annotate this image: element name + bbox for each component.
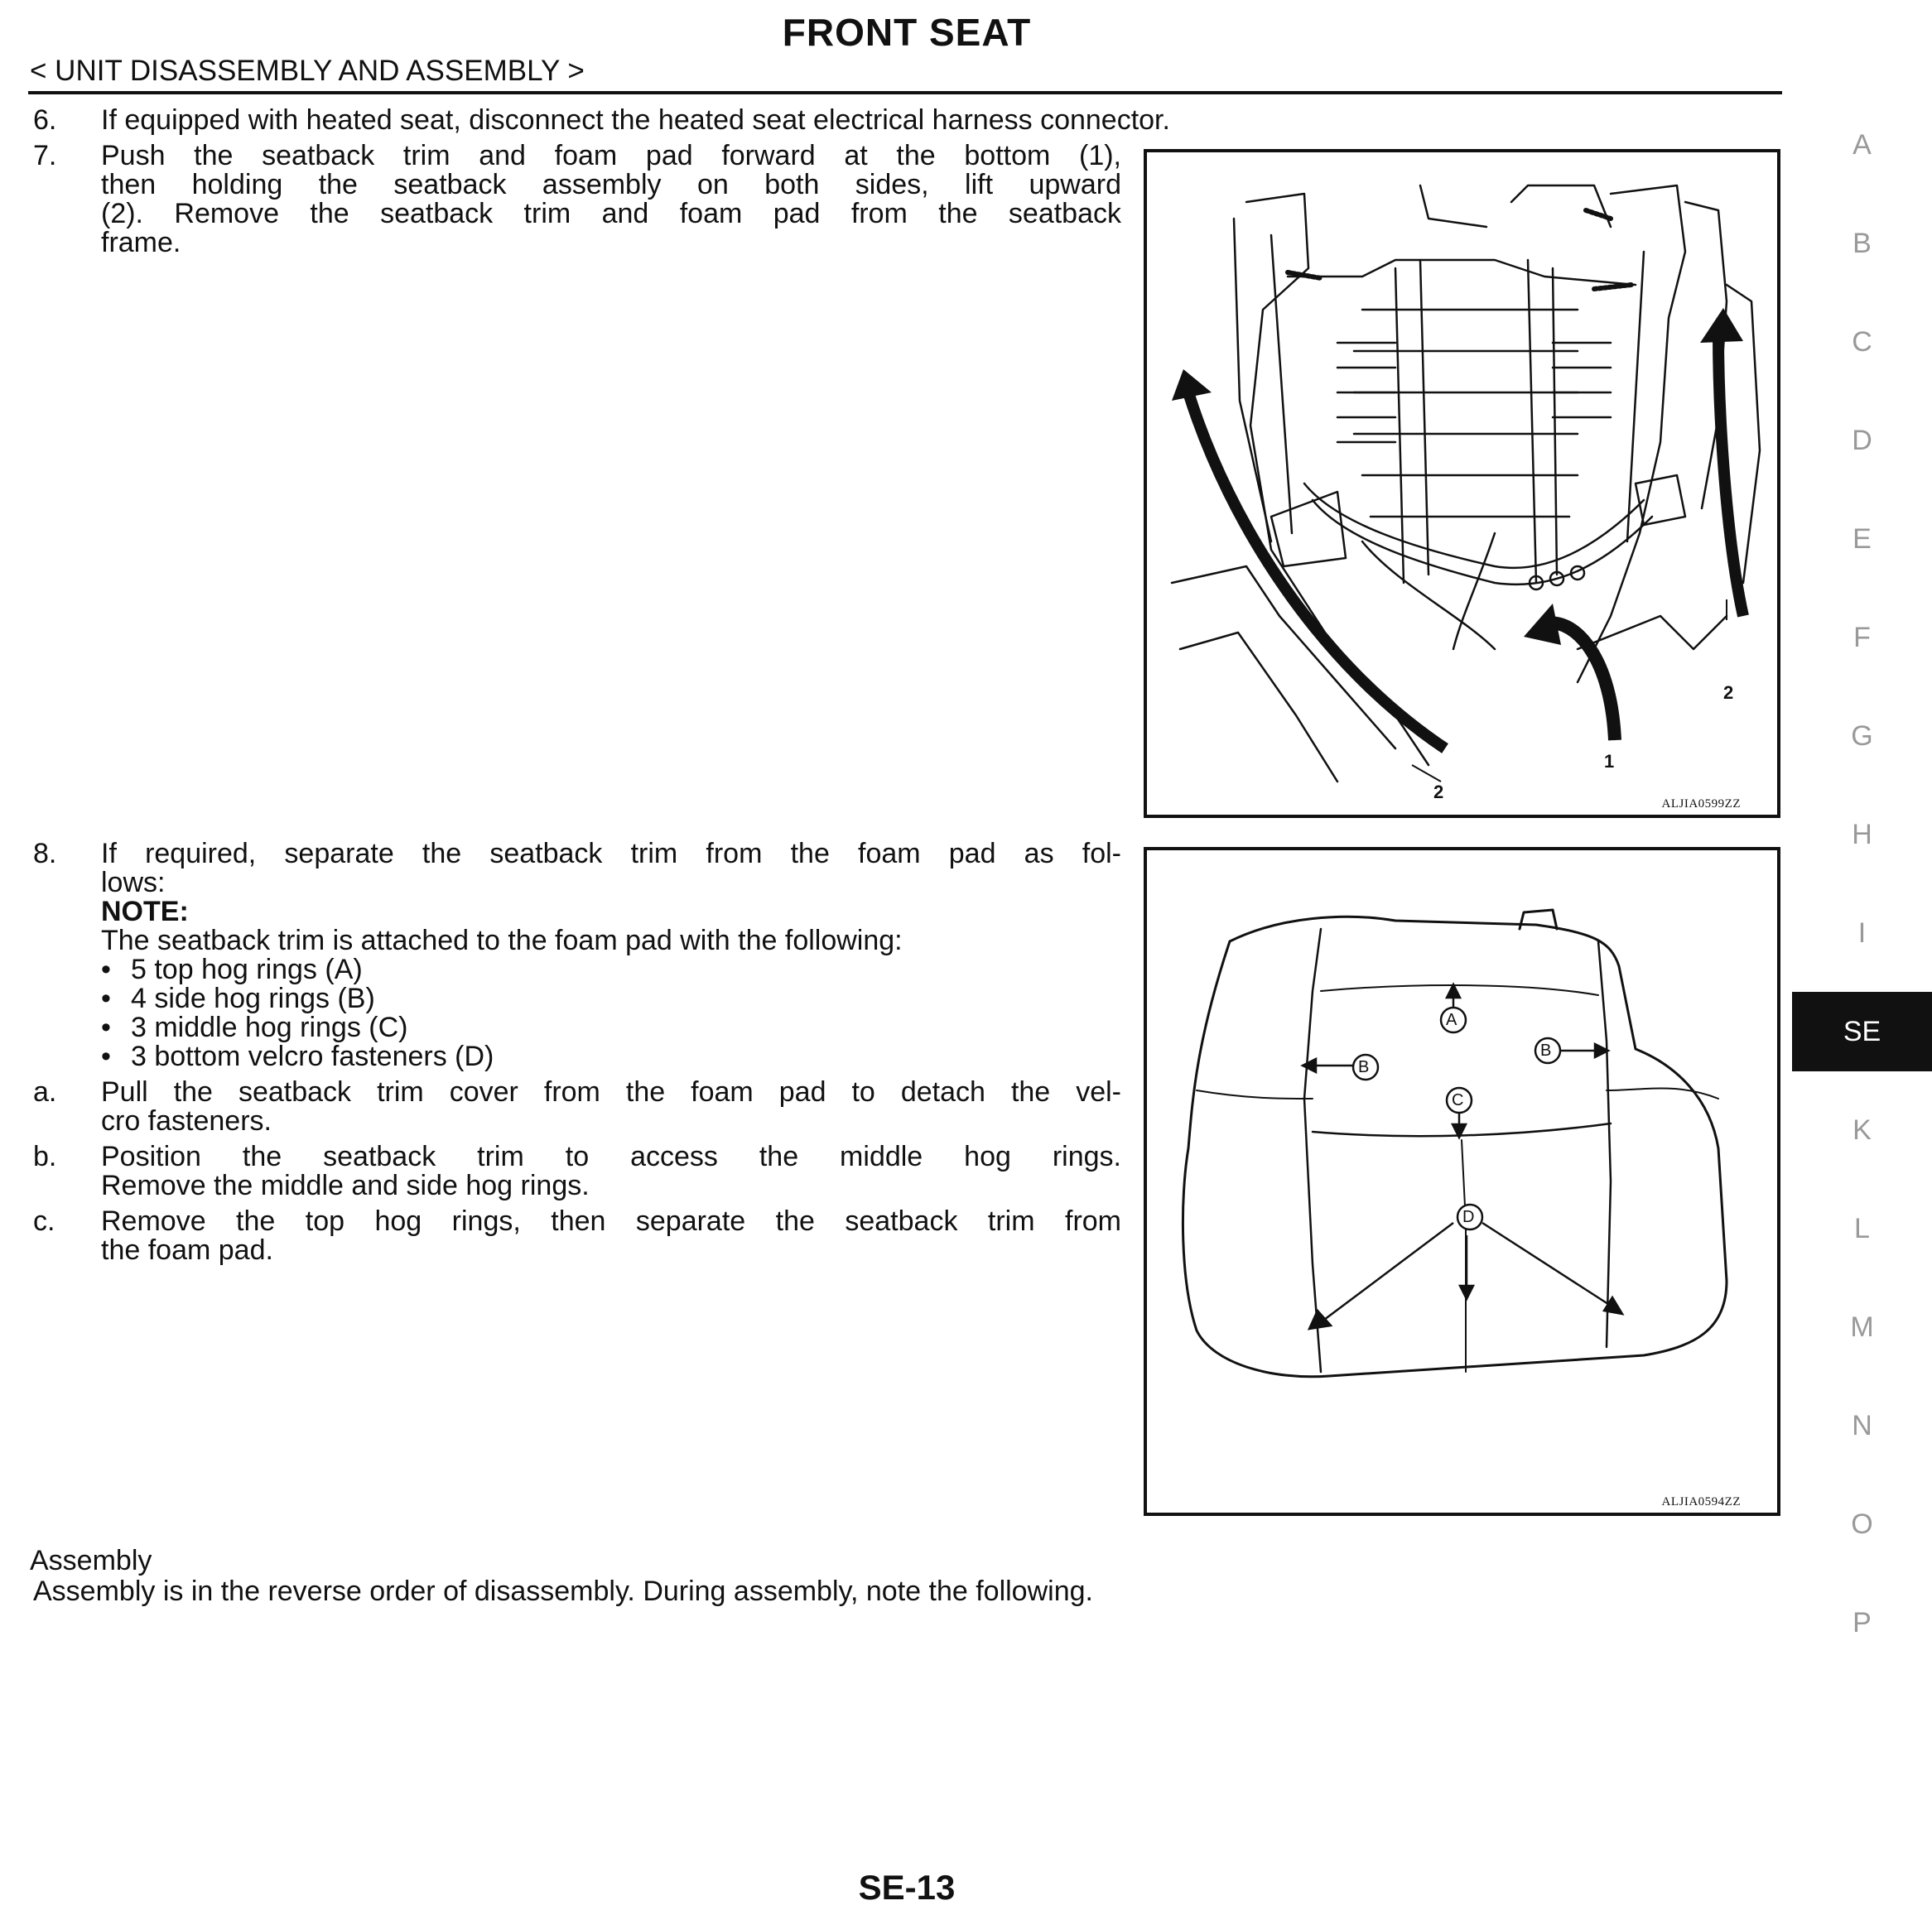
substep-a-line-1: Pull the seatback trim cover from the foam pad to detach the vel- xyxy=(101,1076,1121,1108)
tab-b[interactable]: B xyxy=(1853,228,1872,259)
step-7-line-3: (2). Remove the seatback trim and foam pad from the seatback xyxy=(101,198,1121,229)
tab-c[interactable]: C xyxy=(1852,326,1872,358)
figure-2-id: ALJIA0594ZZ xyxy=(1661,1495,1741,1508)
label-B-left: B xyxy=(1358,1058,1370,1076)
tab-o[interactable]: O xyxy=(1851,1508,1873,1540)
tab-e[interactable]: E xyxy=(1853,523,1872,555)
label-D: D xyxy=(1462,1208,1475,1226)
substep-c-letter: c. xyxy=(33,1205,55,1237)
label-C: C xyxy=(1452,1091,1464,1109)
seatback-trim-illustration xyxy=(1147,850,1777,1513)
section-index-tabs xyxy=(1792,0,1932,1915)
step-8-line-1: If required, separate the seatback trim from the foam pad as fol- xyxy=(101,838,1121,869)
step-6-number: 6. xyxy=(33,104,57,136)
note-label: NOTE: xyxy=(101,896,189,927)
seatback-frame-illustration xyxy=(1147,152,1777,815)
step-8-line-2: lows: xyxy=(101,867,166,898)
assembly-heading: Assembly xyxy=(30,1545,152,1576)
step-7-line-2: then holding the seatback assembly on both sides, lift upward xyxy=(101,169,1121,200)
tab-m[interactable]: M xyxy=(1850,1311,1874,1343)
tab-k[interactable]: K xyxy=(1853,1114,1872,1146)
bullet-dot: • xyxy=(101,1012,111,1043)
header-rule xyxy=(28,91,1782,94)
page-title: FRONT SEAT xyxy=(782,11,1032,54)
note-text: The seatback trim is attached to the foam pad with the following: xyxy=(101,925,903,956)
bullet-top-hog-rings: 5 top hog rings (A) xyxy=(131,954,363,985)
bullet-velcro-fasteners: 3 bottom velcro fasteners (D) xyxy=(131,1041,494,1072)
bullet-dot: • xyxy=(101,983,111,1014)
section-breadcrumb: < UNIT DISASSEMBLY AND ASSEMBLY > xyxy=(30,55,585,87)
tab-f[interactable]: F xyxy=(1853,622,1871,653)
tab-h[interactable]: H xyxy=(1852,819,1872,850)
step-7-line-4: frame. xyxy=(101,227,181,258)
bullet-side-hog-rings: 4 side hog rings (B) xyxy=(131,983,375,1014)
bullet-dot: • xyxy=(101,954,111,985)
tab-g[interactable]: G xyxy=(1851,720,1873,752)
step-7-number: 7. xyxy=(33,140,57,171)
figure-seatback-frame xyxy=(1144,149,1780,818)
figure-1-id: ALJIA0599ZZ xyxy=(1661,797,1741,811)
tab-se[interactable]: SE xyxy=(1792,992,1932,1071)
label-2-right: 2 xyxy=(1723,682,1734,703)
tab-i[interactable]: I xyxy=(1857,917,1867,949)
bullet-middle-hog-rings: 3 middle hog rings (C) xyxy=(131,1012,408,1043)
assembly-text: Assembly is in the reverse order of disassembly. During assembly, note the following. xyxy=(33,1576,1093,1607)
substep-a-letter: a. xyxy=(33,1076,57,1108)
step-8-number: 8. xyxy=(33,838,57,869)
label-B-right: B xyxy=(1540,1042,1552,1060)
substep-b-line-1: Position the seatback trim to access the middle hog rings. xyxy=(101,1141,1121,1172)
label-1: 1 xyxy=(1604,751,1615,772)
figure-seatback-trim xyxy=(1144,847,1780,1516)
substep-b-letter: b. xyxy=(33,1141,57,1172)
step-6-text: If equipped with heated seat, disconnect the heated seat electrical harness connector. xyxy=(101,104,1170,136)
label-2-left: 2 xyxy=(1433,782,1444,802)
label-A: A xyxy=(1446,1011,1457,1029)
substep-c-line-1: Remove the top hog rings, then separate the seatback trim from xyxy=(101,1205,1121,1237)
substep-b-line-2: Remove the middle and side hog rings. xyxy=(101,1170,590,1201)
tab-d[interactable]: D xyxy=(1852,425,1872,456)
substep-a-line-2: cro fasteners. xyxy=(101,1105,272,1137)
tab-a[interactable]: A xyxy=(1853,129,1872,161)
step-7-line-1: Push the seatback trim and foam pad forward at the bottom (1), xyxy=(101,140,1121,171)
bullet-dot: • xyxy=(101,1041,111,1072)
substep-c-line-2: the foam pad. xyxy=(101,1234,273,1266)
tab-p[interactable]: P xyxy=(1853,1607,1872,1638)
tab-n[interactable]: N xyxy=(1852,1410,1872,1441)
tab-l[interactable]: L xyxy=(1854,1213,1870,1244)
page-number: SE-13 xyxy=(858,1868,956,1907)
